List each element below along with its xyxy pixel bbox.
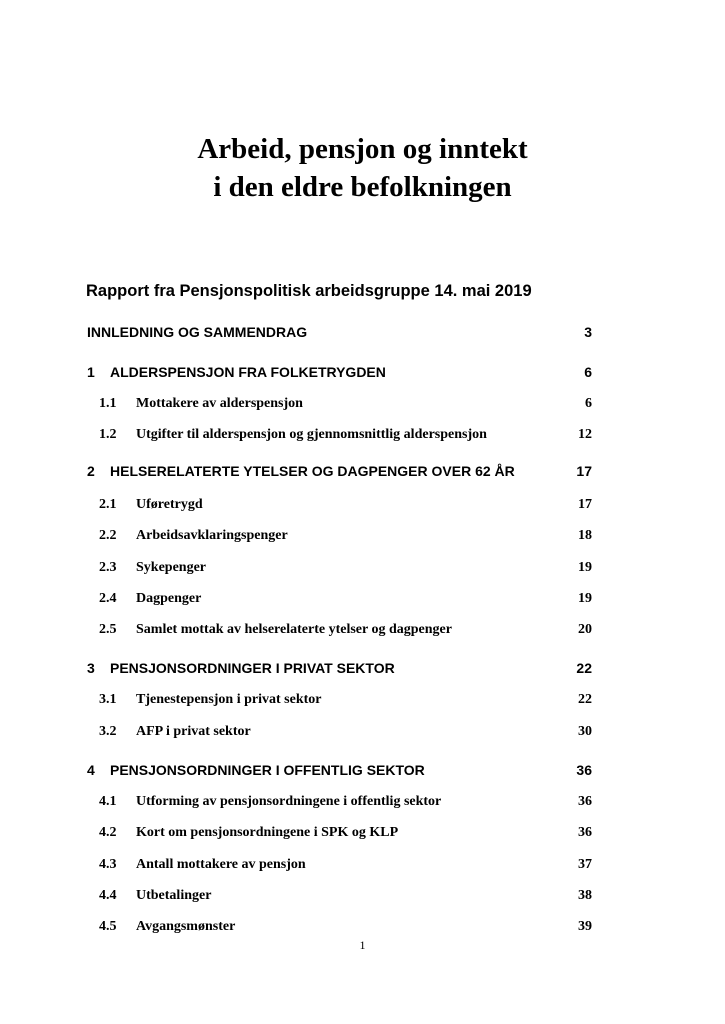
toc-entry-page: 12 xyxy=(578,427,592,442)
toc-entry-label: Antall mottakere av pensjon xyxy=(136,857,306,872)
toc-entry-number: 4.3 xyxy=(99,857,117,872)
toc-entry-label: Avgangsmønster xyxy=(136,919,236,934)
toc-entry-page: 17 xyxy=(578,497,592,512)
toc-entry-section-2-4[interactable] xyxy=(0,591,725,613)
toc-entry-label: Utgifter til alderspensjon og gjennomsnittlig alderspensjon xyxy=(136,427,487,442)
toc-entry-chapter-2[interactable] xyxy=(0,463,725,485)
toc-entry-page: 6 xyxy=(585,396,592,411)
toc-entry-section-2-1[interactable] xyxy=(0,497,725,519)
report-subtitle: Rapport fra Pensjonspolitisk arbeidsgruppe 14. mai 2019 xyxy=(86,282,532,300)
toc-entry-label: PENSJONSORDNINGER I OFFENTLIG SEKTOR xyxy=(110,762,425,778)
toc-entry-number: 4.5 xyxy=(99,919,117,934)
toc-entry-label: ALDERSPENSJON FRA FOLKETRYGDEN xyxy=(110,364,386,380)
toc-entry-number: 1.2 xyxy=(99,427,117,442)
toc-entry-page: 22 xyxy=(578,692,592,707)
title-line-2: i den eldre befolkningen xyxy=(213,171,512,203)
toc-entry-label: Utforming av pensjonsordningene i offentlig sektor xyxy=(136,794,442,809)
toc-entry-introduction[interactable] xyxy=(0,324,725,346)
toc-entry-label: Dagpenger xyxy=(136,591,202,606)
toc-entry-page: 30 xyxy=(578,724,592,739)
toc-entry-section-3-2[interactable] xyxy=(0,724,725,746)
toc-entry-page: 20 xyxy=(578,622,592,637)
toc-entry-page: 17 xyxy=(576,463,592,479)
toc-entry-section-2-3[interactable] xyxy=(0,560,725,582)
toc-entry-number: 3 xyxy=(87,660,95,676)
toc-entry-section-1-2[interactable] xyxy=(0,427,725,449)
toc-entry-label: Sykepenger xyxy=(136,560,206,575)
toc-entry-number: 2.2 xyxy=(99,528,117,543)
toc-entry-page: 38 xyxy=(578,888,592,903)
toc-entry-page: 39 xyxy=(578,919,592,934)
toc-entry-label: INNLEDNING OG SAMMENDRAG xyxy=(87,324,308,340)
toc-entry-page: 36 xyxy=(578,794,592,809)
toc-entry-page: 19 xyxy=(578,591,592,606)
toc-entry-label: AFP i privat sektor xyxy=(136,724,251,739)
toc-entry-number: 4.2 xyxy=(99,825,117,840)
toc-entry-number: 4 xyxy=(87,762,95,778)
toc-entry-section-1-1[interactable] xyxy=(0,396,725,418)
toc-entry-number: 4.4 xyxy=(99,888,117,903)
toc-entry-number: 2.5 xyxy=(99,622,117,637)
toc-entry-label: Samlet mottak av helserelaterte ytelser og dagpenger xyxy=(136,622,452,637)
toc-entry-label: Arbeidsavklaringspenger xyxy=(136,528,288,543)
toc-entry-section-2-2[interactable] xyxy=(0,528,725,550)
title-line-1: Arbeid, pensjon og inntekt xyxy=(197,133,528,165)
toc-entry-page: 22 xyxy=(576,660,592,676)
toc-entry-number: 2 xyxy=(87,463,95,479)
toc-entry-page: 37 xyxy=(578,857,592,872)
toc-entry-label: Utbetalinger xyxy=(136,888,212,903)
toc-entry-number: 1 xyxy=(87,364,95,380)
toc-entry-label: Mottakere av alderspensjon xyxy=(136,396,303,411)
toc-entry-label: Tjenestepensjon i privat sektor xyxy=(136,692,322,707)
toc-entry-number: 2.1 xyxy=(99,497,117,512)
toc-entry-page: 3 xyxy=(584,324,592,340)
toc-entry-page: 36 xyxy=(576,762,592,778)
toc-entry-number: 3.2 xyxy=(99,724,117,739)
toc-entry-number: 1.1 xyxy=(99,396,117,411)
toc-entry-page: 36 xyxy=(578,825,592,840)
toc-entry-section-3-1[interactable] xyxy=(0,692,725,714)
toc-entry-number: 3.1 xyxy=(99,692,117,707)
toc-entry-chapter-4[interactable] xyxy=(0,762,725,784)
toc-entry-chapter-3[interactable] xyxy=(0,660,725,682)
toc-entry-label: PENSJONSORDNINGER I PRIVAT SEKTOR xyxy=(110,660,395,676)
toc-entry-section-4-3[interactable] xyxy=(0,857,725,879)
toc-entry-chapter-1[interactable] xyxy=(0,364,725,386)
toc-entry-number: 2.3 xyxy=(99,560,117,575)
page-number: 1 xyxy=(359,938,366,952)
toc-entry-section-4-2[interactable] xyxy=(0,825,725,847)
toc-entry-section-4-4[interactable] xyxy=(0,888,725,910)
toc-entry-label: Uføretrygd xyxy=(136,497,203,512)
toc-entry-label: HELSERELATERTE YTELSER OG DAGPENGER OVER 62 ÅR xyxy=(110,463,515,479)
toc-entry-label: Kort om pensjonsordningene i SPK og KLP xyxy=(136,825,399,840)
toc-entry-page: 19 xyxy=(578,560,592,575)
toc-entry-number: 4.1 xyxy=(99,794,117,809)
toc-entry-page: 18 xyxy=(578,528,592,543)
toc-entry-page: 6 xyxy=(584,364,592,380)
toc-entry-section-4-1[interactable] xyxy=(0,794,725,816)
toc-entry-number: 2.4 xyxy=(99,591,117,606)
toc-entry-section-2-5[interactable] xyxy=(0,622,725,644)
